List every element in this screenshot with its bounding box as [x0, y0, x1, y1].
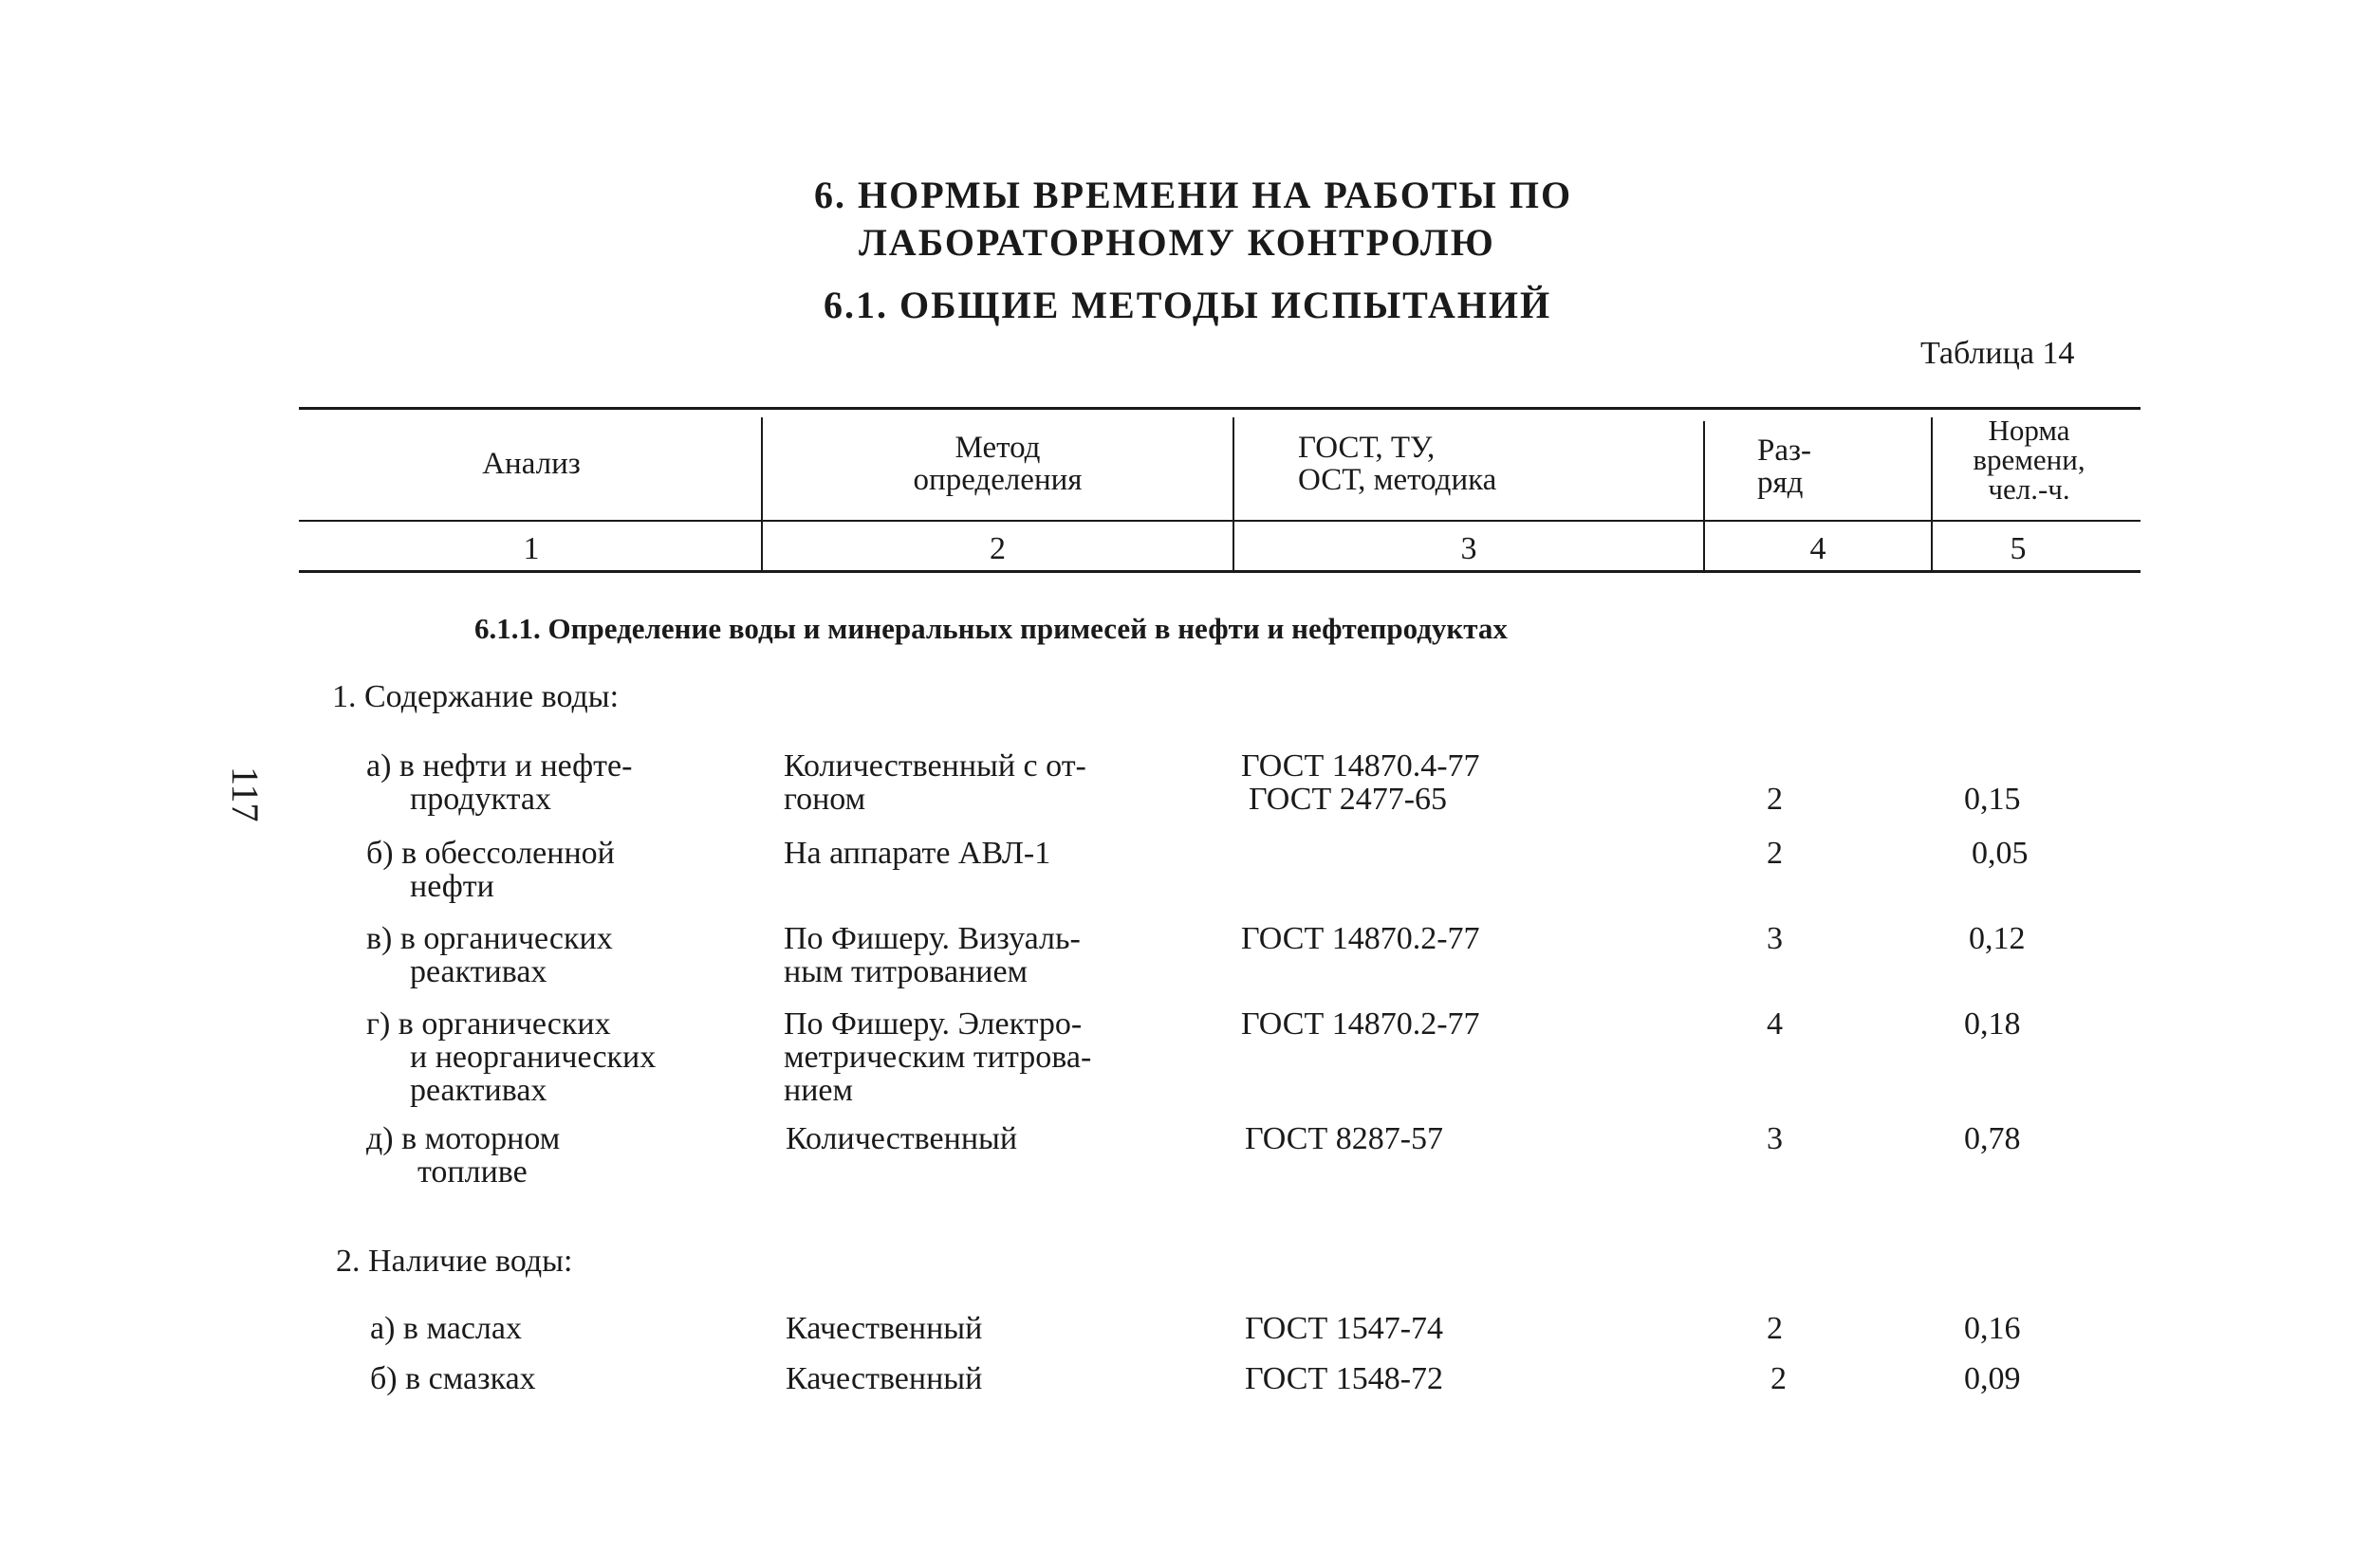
row-norm: 0,12 — [1969, 921, 2026, 956]
row-analysis: б) в обессоленной нефти — [366, 836, 615, 904]
table-top-rule — [299, 407, 2141, 410]
column-number-1: 1 — [523, 531, 540, 566]
column-number-5: 5 — [2010, 531, 2027, 566]
group-title: 2. Наличие воды: — [336, 1244, 573, 1279]
header-method: Метод определения — [913, 431, 1083, 497]
row-norm: 0,15 — [1964, 782, 2021, 817]
row-gost: ГОСТ 1547-74 — [1245, 1311, 1444, 1346]
section-title: 6.1. ОБЩИЕ МЕТОДЫ ИСПЫТАНИЙ — [824, 284, 1552, 326]
row-analysis: а) в маслах — [370, 1311, 522, 1346]
row-analysis: б) в смазках — [370, 1361, 536, 1396]
group-title: 1. Содержание воды: — [332, 679, 620, 714]
chapter-title-line2: ЛАБОРАТОРНОМУ КОНТРОЛЮ — [859, 221, 1495, 264]
row-analysis: а) в нефти и нефте- продуктах — [366, 748, 633, 817]
row-norm: 0,78 — [1964, 1121, 2021, 1156]
row-grade: 2 — [1767, 782, 1783, 817]
column-number-2: 2 — [990, 531, 1006, 566]
row-analysis: д) в моторном топливе — [366, 1121, 561, 1190]
row-method: По Фишеру. Электро- метрическим титрова- нием — [784, 1006, 1092, 1108]
row-method: Качественный — [786, 1361, 983, 1396]
row-gost: ГОСТ 1548-72 — [1245, 1361, 1444, 1396]
subsection-title: 6.1.1. Определение воды и минеральных примесей в нефти и нефтепродуктах — [474, 612, 1508, 645]
row-grade: 3 — [1767, 1121, 1783, 1156]
chapter-title-line1: 6. НОРМЫ ВРЕМЕНИ НА РАБОТЫ ПО — [814, 174, 1573, 216]
column-number-3: 3 — [1460, 531, 1477, 566]
row-method: На аппарате АВЛ-1 — [784, 836, 1051, 871]
header-gost: ГОСТ, ТУ, ОСТ, методика — [1298, 431, 1497, 497]
header-analysis: Анализ — [482, 447, 581, 481]
row-analysis: в) в органических реактивах — [366, 921, 613, 989]
row-method: Качественный — [786, 1311, 983, 1346]
row-norm: 0,18 — [1964, 1006, 2021, 1042]
row-gost: ГОСТ 14870.4-77 ГОСТ 2477-65 — [1241, 748, 1480, 817]
row-analysis: г) в органических и неорганических реактивах — [366, 1006, 657, 1108]
page-number: 117 — [224, 766, 267, 822]
row-grade: 2 — [1767, 836, 1783, 871]
row-grade: 4 — [1767, 1006, 1783, 1042]
header-divider-rule — [299, 520, 2141, 522]
row-gost: ГОСТ 8287-57 — [1245, 1121, 1444, 1156]
row-method: Количественный с от- гоном — [784, 748, 1086, 817]
header-bottom-rule — [299, 570, 2141, 573]
row-gost: ГОСТ 14870.2-77 — [1241, 921, 1480, 956]
row-method: Количественный — [786, 1121, 1018, 1156]
row-norm: 0,09 — [1964, 1361, 2021, 1396]
header-grade: Раз- ряд — [1757, 434, 1812, 500]
column-number-4: 4 — [1809, 531, 1826, 566]
row-grade: 2 — [1767, 1311, 1783, 1346]
table-label: Таблица 14 — [1920, 336, 2075, 371]
header-norm: Норма времени, чел.-ч. — [1973, 414, 2085, 506]
row-gost: ГОСТ 14870.2-77 — [1241, 1006, 1480, 1042]
row-norm: 0,16 — [1964, 1311, 2021, 1346]
row-norm: 0,05 — [1972, 836, 2029, 871]
row-grade: 3 — [1767, 921, 1783, 956]
row-grade: 2 — [1770, 1361, 1787, 1396]
row-method: По Фишеру. Визуаль- ным титрованием — [784, 921, 1081, 989]
